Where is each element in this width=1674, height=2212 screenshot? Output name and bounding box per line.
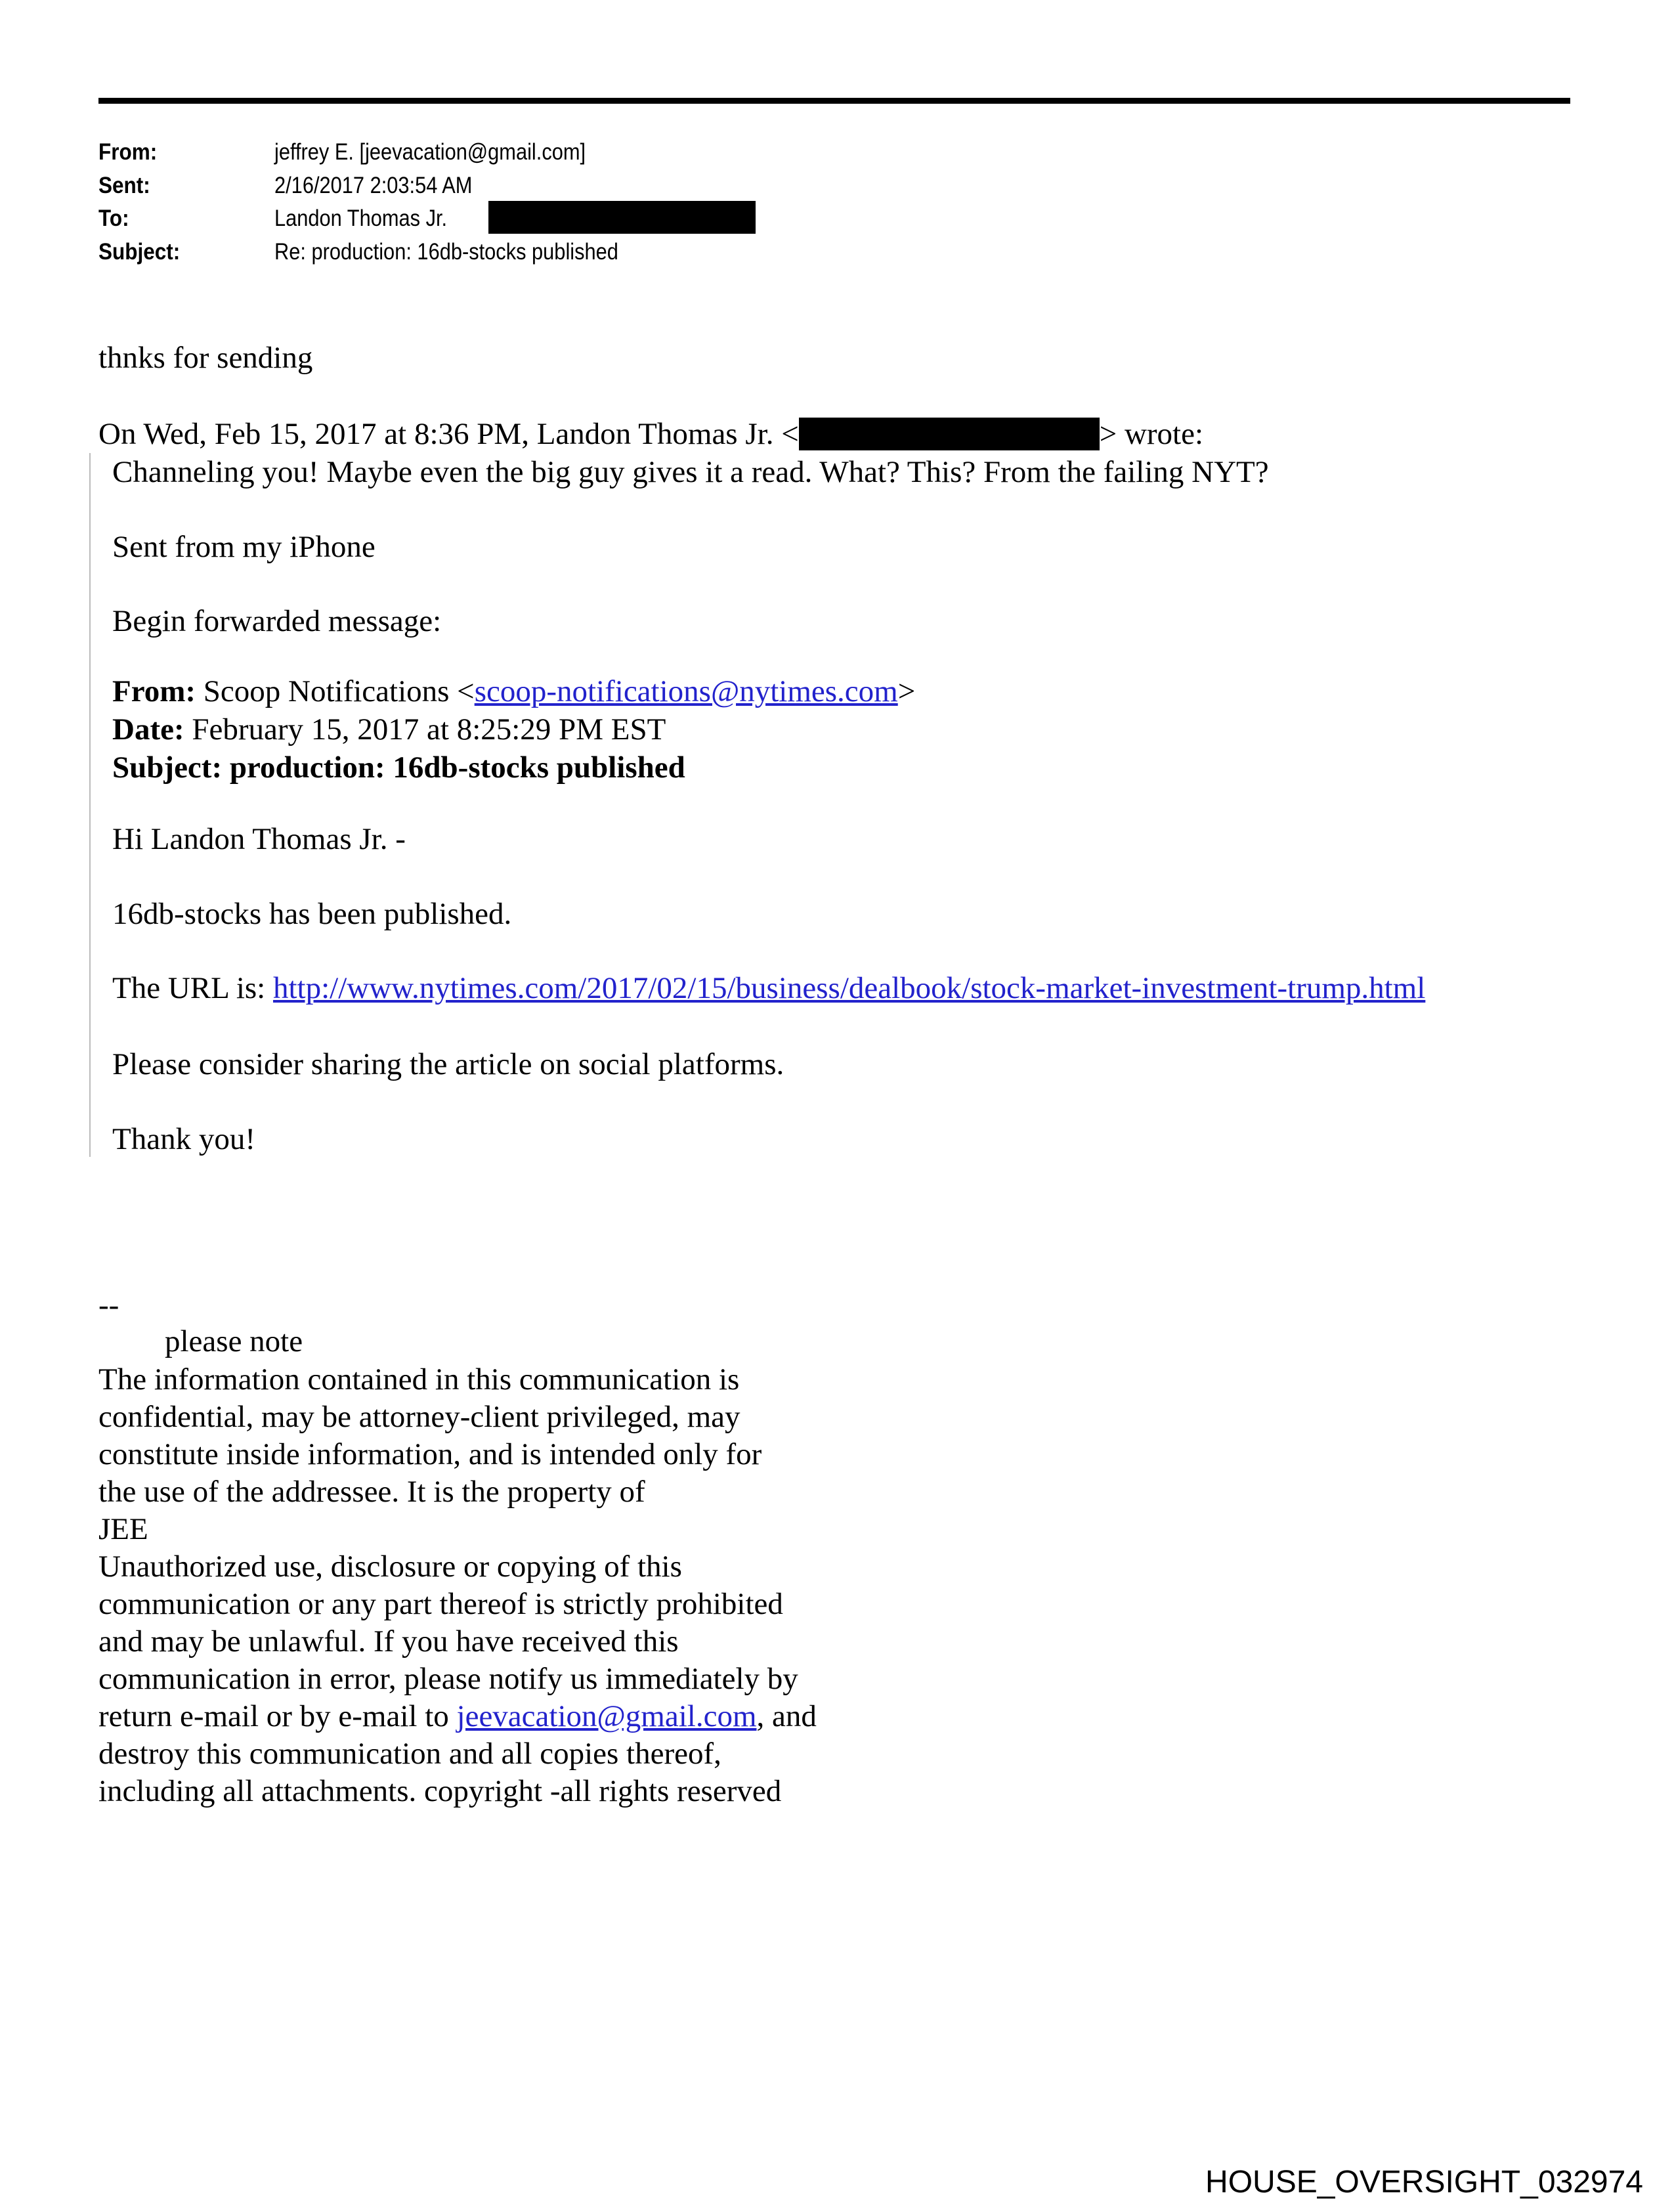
attribution-pre: On Wed, Feb 15, 2017 at 8:36 PM, Landon Thomas Jr. < [98, 417, 799, 451]
fwd-date-label: Date: [112, 712, 184, 747]
disclaimer-line: Unauthorized use, disclosure or copying of this [98, 1550, 682, 1584]
from-value: jeffrey E. [jeevacation@gmail.com] [274, 139, 586, 165]
url-label: The URL is: [112, 971, 273, 1005]
disclaimer-line [98, 1701, 817, 1732]
bates-number: HOUSE_OVERSIGHT_032974 [1205, 2165, 1643, 2200]
url-line [112, 973, 1425, 1004]
disclaimer-line: constitute inside information, and is intended only for [98, 1437, 762, 1471]
fwd-from [112, 676, 915, 707]
sent-from-iphone: Sent from my iPhone [112, 530, 376, 564]
published-text: 16db-stocks has been published. [112, 897, 512, 931]
signature-email-link[interactable]: jeevacation@gmail.com [456, 1699, 757, 1733]
disclaimer-line: including all attachments. copyright -all rights reserved [98, 1774, 782, 1808]
fwd-from-close: > [897, 674, 916, 708]
begin-forwarded: Begin forwarded message: [112, 604, 442, 638]
to-value: Landon Thomas Jr. [274, 206, 448, 231]
attribution-line [98, 418, 1203, 450]
disclaimer-line: confidential, may be attorney-client privileged, may [98, 1400, 740, 1434]
disclaimer-line: The information contained in this communication is [98, 1362, 740, 1397]
quote-bar [89, 453, 91, 1157]
from-label: From: [98, 139, 158, 165]
sent-value: 2/16/2017 2:03:54 AM [274, 173, 473, 198]
attribution-post: > wrote: [1099, 417, 1204, 451]
disclaimer-line: communication in error, please notify us immediately by [98, 1662, 798, 1696]
subject-value: Re: production: 16db-stocks published [274, 239, 618, 265]
thanks-text: Thank you! [112, 1122, 255, 1156]
fwd-from-email-link[interactable]: scoop-notifications@nytimes.com [474, 674, 898, 708]
redaction-box [799, 418, 1100, 450]
subject-label: Subject: [98, 239, 181, 265]
please-note: please note [165, 1324, 303, 1358]
return-post: , and [756, 1699, 817, 1733]
disclaimer-line: and may be unlawful. If you have received this [98, 1624, 679, 1659]
share-text: Please consider sharing the article on social platforms. [112, 1047, 784, 1081]
sent-label: Sent: [98, 173, 150, 198]
fwd-date-value: February 15, 2017 at 8:25:29 PM EST [184, 712, 666, 747]
fwd-subject: Subject: production: 16db-stocks published [112, 750, 685, 785]
disclaimer-line: destroy this communication and all copies thereof, [98, 1737, 721, 1771]
fwd-from-label: From: [112, 674, 196, 708]
redaction-box [488, 201, 756, 234]
return-pre: return e-mail or by e-mail to [98, 1699, 457, 1733]
greeting: Hi Landon Thomas Jr. - [112, 822, 406, 856]
disclaimer-line: communication or any part thereof is strictly prohibited [98, 1587, 783, 1621]
header-rule [98, 98, 1570, 104]
disclaimer-line: JEE [98, 1512, 148, 1546]
signature-dashes: -- [98, 1288, 119, 1322]
fwd-from-name: Scoop Notifications < [196, 674, 475, 708]
reply-text: thnks for sending [98, 341, 313, 375]
article-url-link[interactable]: http://www.nytimes.com/2017/02/15/business/dealbook/stock-market-investment-trump.html [272, 971, 1426, 1005]
disclaimer-line: the use of the addressee. It is the property of [98, 1475, 645, 1509]
quote-line: Channeling you! Maybe even the big guy gives it a read. What? This? From the failing NYT? [112, 455, 1269, 489]
to-label: To: [98, 206, 129, 231]
fwd-date [112, 714, 666, 745]
